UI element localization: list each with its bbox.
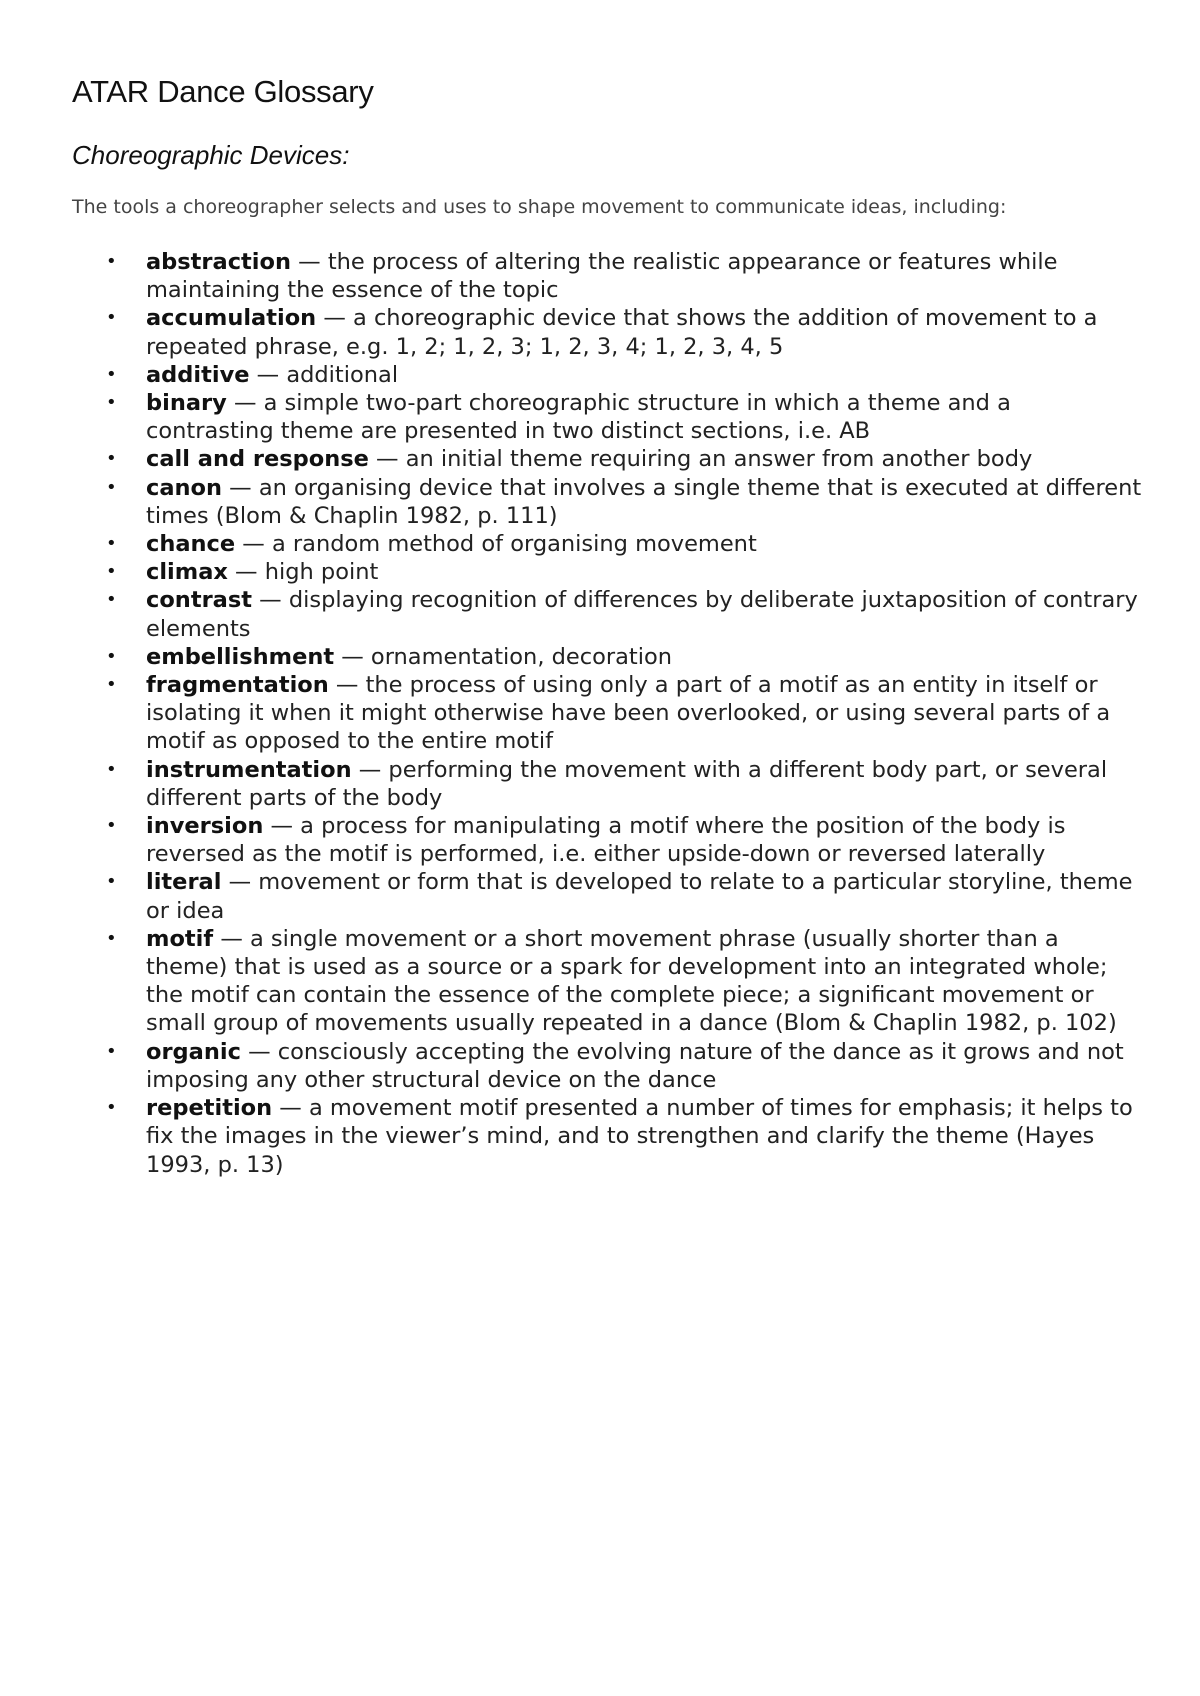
glossary-definition: an organising device that involves a single theme that is executed at different times (Blom & Chaplin 1982, p. 111) <box>146 474 1142 529</box>
bullet-icon: • <box>106 815 117 837</box>
glossary-definition: an initial theme requiring an answer from another body <box>405 446 1033 473</box>
glossary-item <box>72 304 1142 360</box>
glossary-definition: a single movement or a short movement phrase (usually shorter than a theme) that is used as a source or a spark for development into an integrated whole; the motif can contain the essence of the complete piece; a significant movement or small group of movements usually repeated in a dance (Blom & Chaplin 1982, p. 102) <box>146 925 1117 1037</box>
bullet-icon: • <box>106 1097 117 1119</box>
bullet-icon: • <box>106 392 117 414</box>
bullet-icon: • <box>106 448 117 470</box>
glossary-term: fragmentation <box>146 672 329 699</box>
glossary-term: inversion <box>146 813 264 840</box>
glossary-term: canon <box>146 474 223 501</box>
term-separator: — <box>227 559 265 586</box>
term-separator: — <box>272 1095 309 1122</box>
section-heading: Choreographic Devices: <box>72 140 350 170</box>
term-separator: — <box>235 531 272 558</box>
glossary-term: instrumentation <box>146 756 352 783</box>
glossary-term: abstraction <box>146 249 291 275</box>
glossary-definition: a process for manipulating a motif where the position of the body is reversed as the motif is performed, i.e. either upside-down or reversed laterally <box>146 813 1066 868</box>
term-separator: — <box>263 813 301 840</box>
term-separator: — <box>351 756 389 783</box>
glossary-definition: the process of altering the realistic appearance or features while maintaining the essence of the topic <box>146 249 1058 304</box>
term-separator: — <box>334 643 371 670</box>
glossary-term: organic <box>146 1038 241 1065</box>
glossary-item <box>72 643 1142 671</box>
glossary-item <box>72 756 1142 812</box>
bullet-icon: • <box>106 871 117 893</box>
term-separator: — <box>222 474 259 501</box>
term-separator: — <box>328 672 366 699</box>
bullet-icon: • <box>106 476 117 498</box>
glossary-item <box>72 530 1142 558</box>
glossary-definition: a movement motif presented a number of times for emphasis; it helps to fix the images in the viewer’s mind, and to strengthen and clarify the theme (Hayes 1993, p. 13) <box>146 1095 1133 1178</box>
bullet-icon: • <box>106 307 117 329</box>
bullet-icon: • <box>106 363 117 385</box>
glossary-definition: additional <box>286 361 399 388</box>
bullet-icon: • <box>106 251 117 272</box>
glossary-item <box>72 445 1142 473</box>
glossary-definition: a simple two-part choreographic structure in which a theme and a contrasting theme are presented in two distinct sections, i.e. AB <box>146 390 1011 445</box>
intro-text: The tools a choreographer selects and uses to shape movement to communicate ideas, including: <box>72 196 1007 218</box>
term-separator: — <box>221 869 259 896</box>
glossary-term: motif <box>146 925 214 952</box>
glossary-list <box>72 248 1142 1179</box>
glossary-item <box>72 812 1142 868</box>
term-separator: — <box>291 249 328 275</box>
glossary-item <box>72 248 1142 304</box>
glossary-definition: consciously accepting the evolving nature of the dance as it grows and not imposing any other structural device on the dance <box>146 1038 1124 1093</box>
glossary-item <box>72 361 1142 389</box>
term-separator: — <box>252 587 289 614</box>
glossary-term: repetition <box>146 1095 273 1122</box>
glossary-item <box>72 671 1142 756</box>
glossary-term: embellishment <box>146 643 335 670</box>
term-separator: — <box>368 446 406 473</box>
document-title: ATAR Dance Glossary <box>72 74 374 109</box>
bullet-icon: • <box>106 561 117 583</box>
glossary-term: additive <box>146 361 250 388</box>
bullet-icon: • <box>106 645 117 667</box>
glossary-item <box>72 925 1142 1038</box>
bullet-icon: • <box>106 927 117 949</box>
term-separator: — <box>226 390 264 417</box>
glossary-term: climax <box>146 559 228 586</box>
bullet-icon: • <box>106 1040 117 1062</box>
glossary-definition: a choreographic device that shows the addition of movement to a repeated phrase, e.g. 1, 2; 1, 2, 3; 1, 2, 3, 4; 1, 2, 3, 4, 5 <box>146 305 1098 360</box>
bullet-icon: • <box>106 674 117 696</box>
glossary-item <box>72 389 1142 445</box>
bullet-icon: • <box>106 758 117 780</box>
glossary-term: call and response <box>146 446 369 473</box>
glossary-item <box>72 868 1142 924</box>
glossary-item <box>72 474 1142 530</box>
glossary-term: contrast <box>146 587 252 614</box>
glossary-definition: performing the movement with a different body part, or several different parts of the body <box>146 756 1108 811</box>
glossary-term: binary <box>146 390 227 417</box>
glossary-item <box>72 1094 1142 1179</box>
glossary-definition: displaying recognition of differences by deliberate juxtaposition of contrary elements <box>146 587 1138 642</box>
term-separator: — <box>316 305 353 332</box>
glossary-item <box>72 1038 1142 1094</box>
glossary-definition: ornamentation, decoration <box>370 643 673 670</box>
glossary-term: accumulation <box>146 305 317 332</box>
glossary-term: chance <box>146 531 236 558</box>
glossary-item <box>72 558 1142 586</box>
glossary-term: literal <box>146 869 222 896</box>
glossary-definition: the process of using only a part of a motif as an entity in itself or isolating it when it might otherwise have been overlooked, or using several parts of a motif as opposed to the entire motif <box>146 672 1111 755</box>
term-separator: — <box>213 925 250 952</box>
bullet-icon: • <box>106 533 117 555</box>
glossary-definition: movement or form that is developed to relate to a particular storyline, theme or idea <box>146 869 1133 924</box>
glossary-definition: high point <box>264 559 379 586</box>
glossary-item <box>72 586 1142 642</box>
term-separator: — <box>240 1038 278 1065</box>
term-separator: — <box>249 361 287 388</box>
bullet-icon: • <box>106 589 117 611</box>
glossary-definition: a random method of organising movement <box>271 531 757 558</box>
